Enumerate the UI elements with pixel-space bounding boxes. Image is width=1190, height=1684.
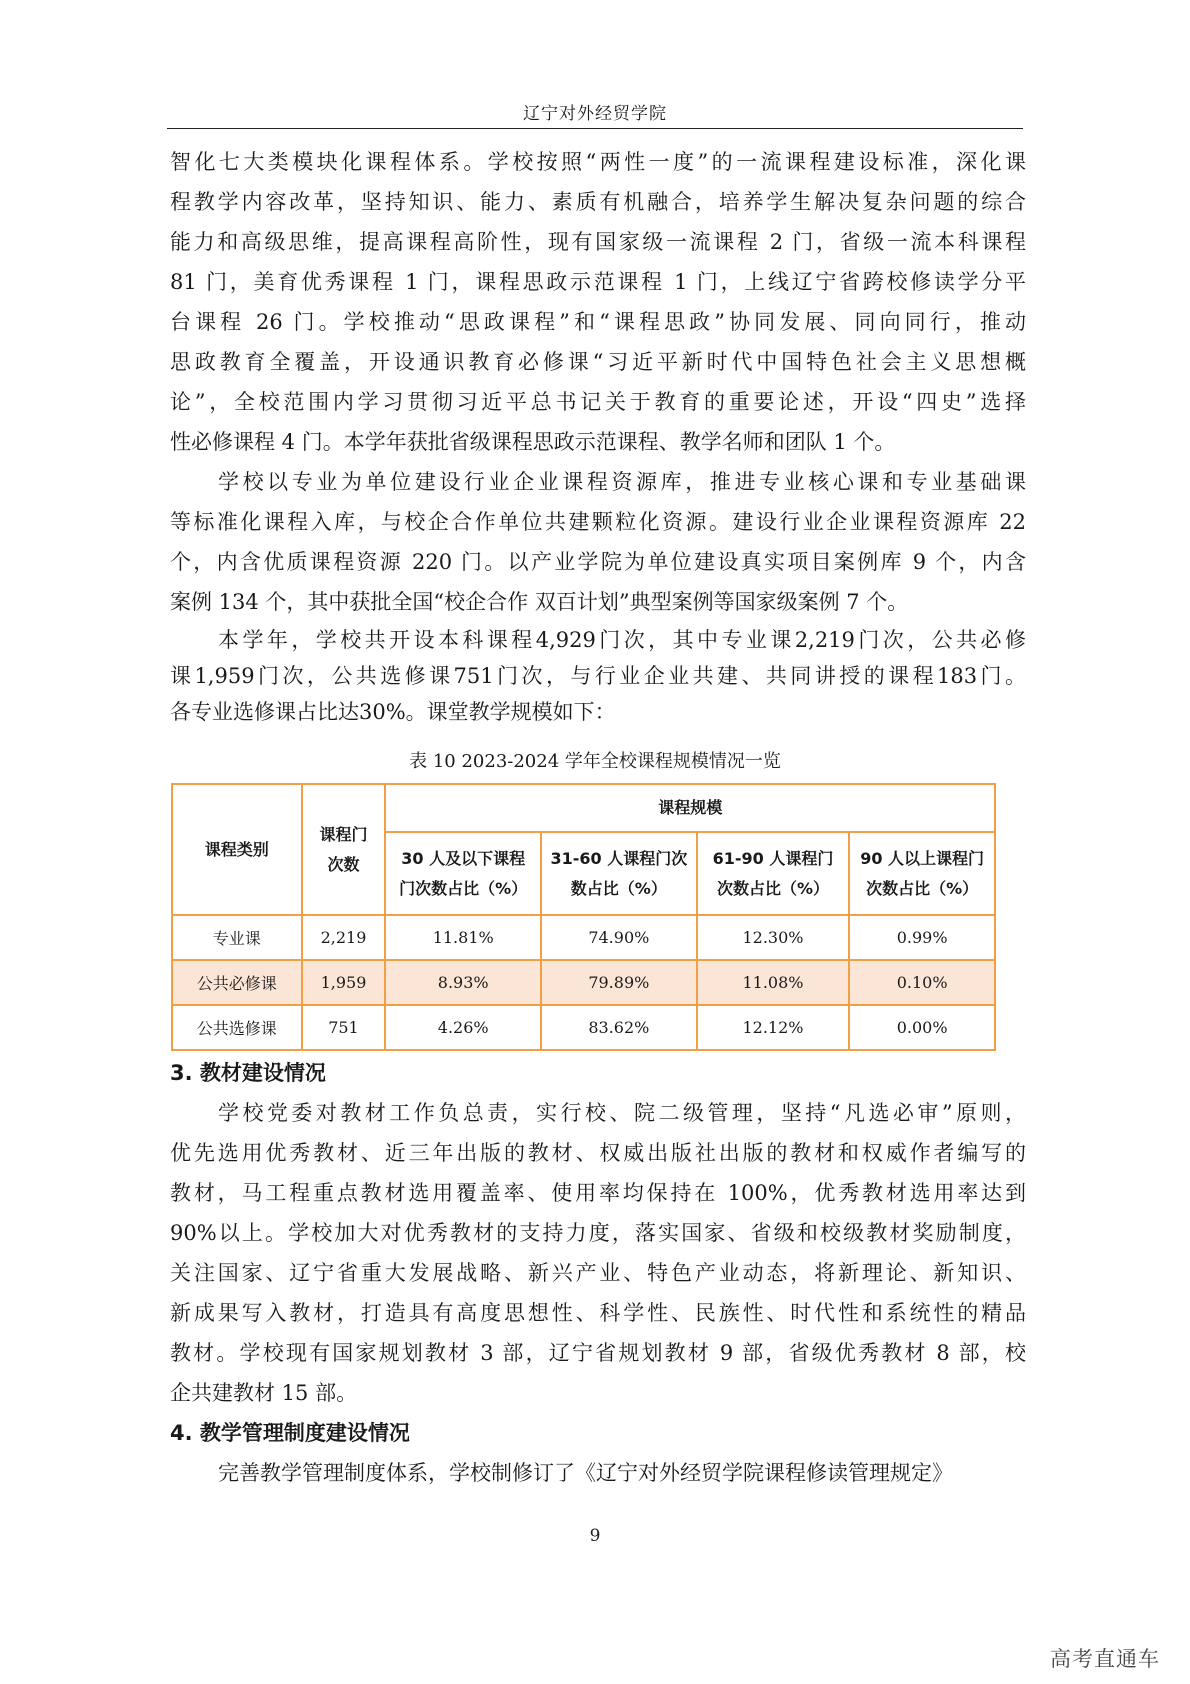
paragraph-resource-library: [170, 462, 1026, 622]
text-line: 企共建教材 15 部。: [170, 1381, 358, 1405]
text-line: 新成果写入教材，打造具有高度思想性、科学性、民族性、时代性和系统性的精品: [170, 1301, 1026, 1325]
running-header: 辽宁对外经贸学院: [523, 104, 667, 124]
text-line: 各专业选修课占比达30%。课堂教学规模如下：: [170, 700, 616, 724]
paragraph-course-system: [170, 142, 1026, 462]
section-heading-textbooks: 3. 教材建设情况: [170, 1061, 326, 1085]
text-line: 能力和高级思维，提高课程高阶性，现有国家级一流课程 2 门，省级一流本科课程: [170, 230, 1026, 254]
text-line: 等标准化课程入库，与校企合作单位共建颗粒化资源。建设行业企业课程资源库 22: [170, 510, 1026, 534]
text-line: 90%以上。学校加大对优秀教材的支持力度，落实国家、省级和校级教材奖励制度，: [170, 1221, 1026, 1245]
paragraph-textbooks: [170, 1093, 1026, 1413]
cell-value: 83.62%: [541, 1005, 697, 1050]
text-line: 优先选用优秀教材、近三年出版的教材、权威出版社出版的教材和权威作者编写的: [170, 1141, 1026, 1165]
text-line: 教材。学校现有国家规划教材 3 部，辽宁省规划教材 9 部，省级优秀教材 8 部，校: [170, 1341, 1026, 1365]
text-line: 案例 134 个，其中获批全国“校企合作 双百计划”典型案例等国家级案例 7 个。: [170, 590, 909, 614]
course-scale-table: [171, 783, 996, 1051]
text-line: 学校党委对教材工作负总责，实行校、院二级管理，坚持“凡选必审”原则，: [218, 1101, 1026, 1125]
text-line: 学校以专业为单位建设行业企业课程资源库，推进专业核心课和专业基础课: [218, 470, 1026, 494]
paragraph-management: [170, 1453, 1026, 1493]
text-line: 个，内含优质课程资源 220 门。以产业学院为单位建设真实项目案例库 9 个，内含: [170, 550, 1026, 574]
cell-count: 2,219: [302, 915, 386, 960]
table-row: [172, 960, 995, 1005]
cell-category: 公共必修课: [172, 960, 302, 1005]
text-line: 完善教学管理制度体系，学校制修订了《辽宁对外经贸学院课程修读管理规定》: [218, 1461, 953, 1485]
header-scale-col: 61-90 人课程门次数占比（%）: [697, 832, 850, 915]
section-heading-management: 4. 教学管理制度建设情况: [170, 1421, 410, 1445]
text-line: 教材，马工程重点教材选用覆盖率、使用率均保持在 100%，优秀教材选用率达到: [170, 1181, 1026, 1205]
header-course-scale: 课程规模: [385, 784, 995, 832]
cell-value: 8.93%: [385, 960, 541, 1005]
cell-value: 74.90%: [541, 915, 697, 960]
watermark: 高考直通车: [1050, 1647, 1160, 1671]
text-line: 本学年，学校共开设本科课程4,929门次，其中专业课2,219门次，公共必修: [218, 628, 1026, 652]
header-rule: [167, 128, 1023, 129]
cell-value: 11.08%: [697, 960, 850, 1005]
header-course-category: 课程类别: [172, 784, 302, 915]
cell-category: 公共选修课: [172, 1005, 302, 1050]
header-scale-col: 30 人及以下课程门次数占比（%）: [385, 832, 541, 915]
table-row: [172, 1005, 995, 1050]
cell-count: 751: [302, 1005, 386, 1050]
page-number: 9: [589, 1526, 601, 1546]
text-line: 81 门，美育优秀课程 1 门，课程思政示范课程 1 门，上线辽宁省跨校修读学分平: [170, 270, 1026, 294]
header-course-count: 课程门次数: [302, 784, 386, 915]
cell-value: 79.89%: [541, 960, 697, 1005]
text-line: 思政教育全覆盖，开设通识教育必修课“习近平新时代中国特色社会主义思想概: [170, 350, 1026, 374]
text-line: 关注国家、辽宁省重大发展战略、新兴产业、特色产业动态，将新理论、新知识、: [170, 1261, 1026, 1285]
cell-value: 0.99%: [849, 915, 995, 960]
text-line: 智化七大类模块化课程体系。学校按照“两性一度”的一流课程建设标准，深化课: [170, 150, 1026, 174]
table-caption: 表 10 2023-2024 学年全校课程规模情况一览: [409, 751, 781, 772]
text-line: 性必修课程 4 门。本学年获批省级课程思政示范课程、教学名师和团队 1 个。: [170, 430, 896, 454]
header-scale-col: 31-60 人课程门次数占比（%）: [541, 832, 697, 915]
text-line: 程教学内容改革，坚持知识、能力、素质有机融合，培养学生解决复杂问题的综合: [170, 190, 1026, 214]
cell-count: 1,959: [302, 960, 386, 1005]
header-scale-col: 90 人以上课程门次数占比（%）: [849, 832, 995, 915]
cell-value: 4.26%: [385, 1005, 541, 1050]
table-row: [172, 915, 995, 960]
text-line: 论”，全校范围内学习贯彻习近平总书记关于教育的重要论述，开设“四史”选择: [170, 390, 1026, 414]
paragraph-course-stats: [170, 622, 1026, 730]
text-line: 台课程 26 门。学校推动“思政课程”和“课程思政”协同发展、同向同行，推动: [170, 310, 1026, 334]
cell-value: 12.30%: [697, 915, 850, 960]
cell-value: 0.10%: [849, 960, 995, 1005]
cell-value: 0.00%: [849, 1005, 995, 1050]
cell-category: 专业课: [172, 915, 302, 960]
cell-value: 11.81%: [385, 915, 541, 960]
text-line: 课1,959门次，公共选修课751门次，与行业企业共建、共同讲授的课程183门。: [170, 664, 1026, 688]
cell-value: 12.12%: [697, 1005, 850, 1050]
